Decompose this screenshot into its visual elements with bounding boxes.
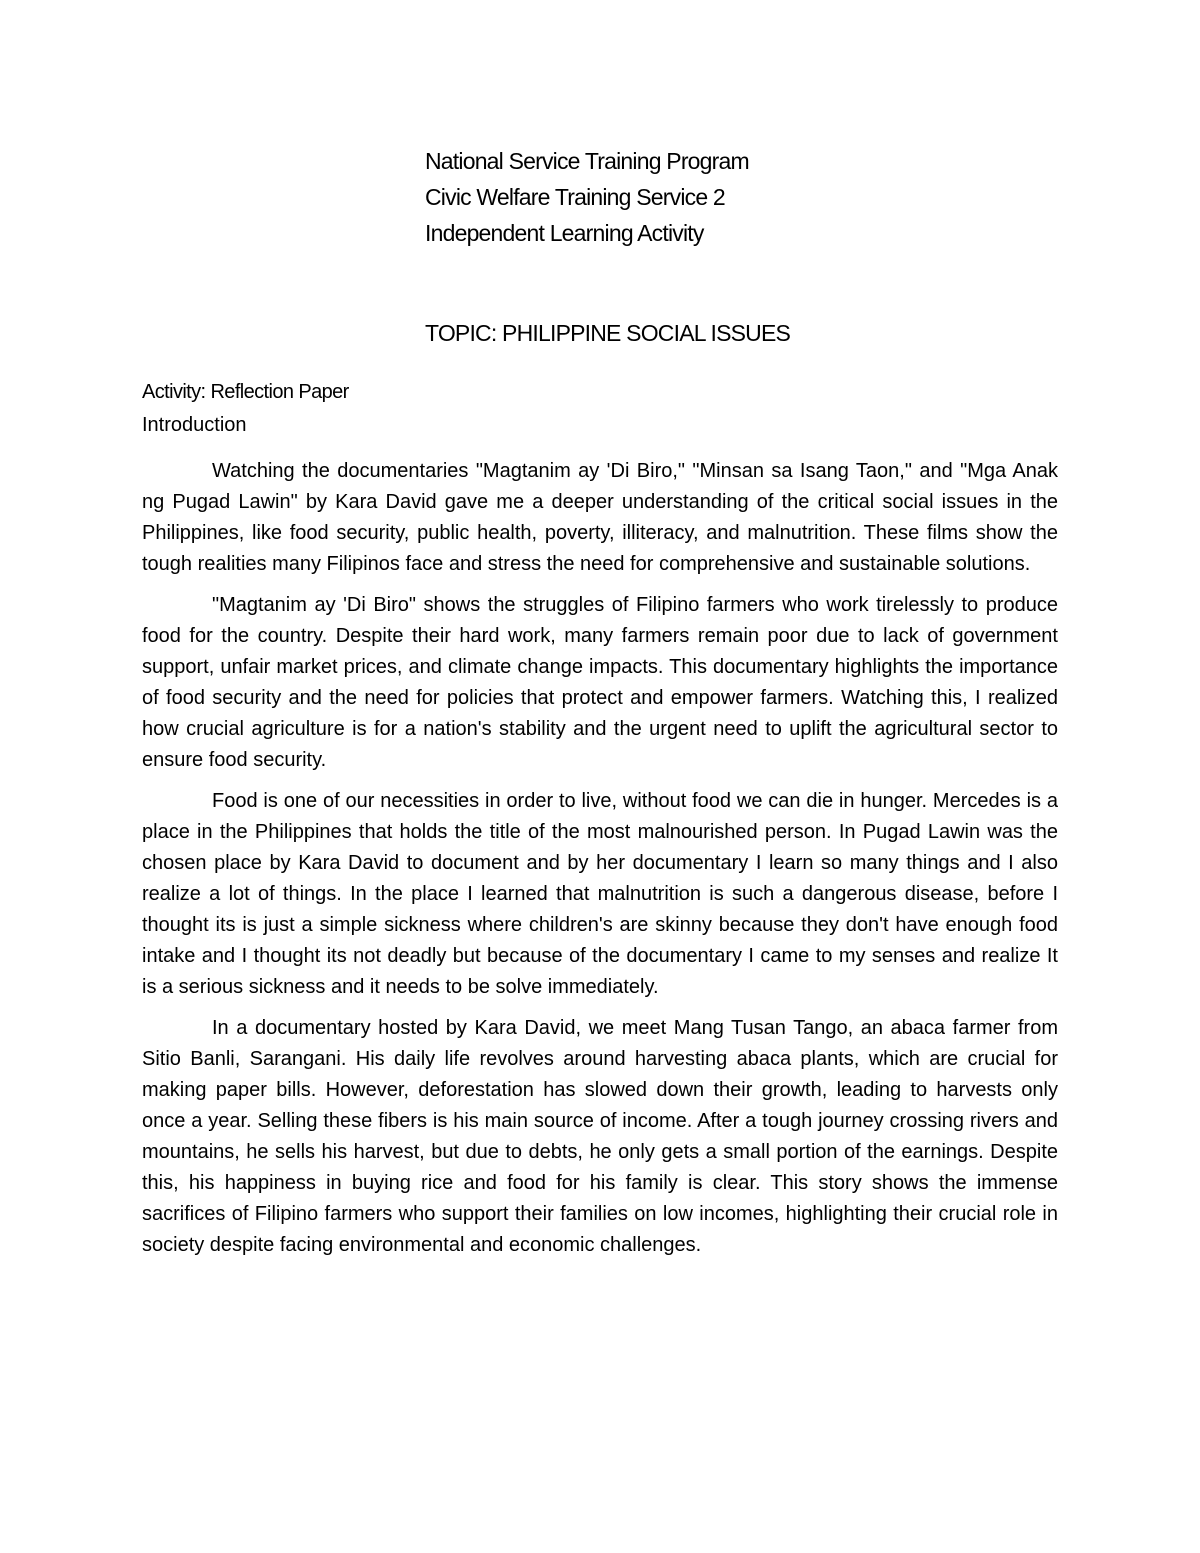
body-paragraph: "Magtanim ay 'Di Biro" shows the struggles of Filipino farmers who work tirelessly to produce food for the country. Despite their hard work, many farmers remain poor due to lack of government support, unfair market prices, and climate change impacts. This documentary highlights the importance of food security and the need for policies that protect and empower farmers. Watching this, I realized how crucial agriculture is for a nation's stability and the urgent need to uplift the agricultural sector to ensure food security. xyxy=(142,594,1058,771)
topic-heading: TOPIC: PHILIPPINE SOCIAL ISSUES xyxy=(425,320,791,346)
body-paragraph: In a documentary hosted by Kara David, we meet Mang Tusan Tango, an abaca farmer from Sitio Banli, Sarangani. His daily life revolves around harvesting abaca plants, which are crucial for making paper bills. However, deforestation has slowed down their growth, leading to harvests only once a year. Selling these fibers is his main source of income. After a tough journey crossing rivers and mountains, he sells his harvest, but due to debts, he only gets a small portion of the earnings. Despite this, his happiness in buying rice and food for his family is clear. This story shows the immense sacrifices of Filipino farmers who support their families on low incomes, highlighting their crucial role in society despite facing environmental and economic challenges. xyxy=(142,1017,1058,1256)
activity-type-title: Independent Learning Activity xyxy=(425,220,704,246)
body-paragraph: Food is one of our necessities in order to live, without food we can die in hunger. Mercedes is a place in the Philippines that holds the title of the most malnourished person. In Pugad Lawin was the chosen place by Kara David to document and by her documentary I learn so many things and I also realize a lot of things. In the place I learned that malnutrition is such a dangerous disease, before I thought its is just a simple sickness where children's are skinny because they don't have enough food intake and I thought its not deadly but because of the documentary I came to my senses and realize It is a serious sickness and it needs to be solve immediately. xyxy=(142,790,1058,998)
section-label-introduction: Introduction xyxy=(142,414,247,436)
program-title: National Service Training Program xyxy=(425,148,749,174)
document-header xyxy=(425,143,1025,251)
document-body xyxy=(142,456,1058,1271)
body-paragraph: Watching the documentaries "Magtanim ay 'Di Biro," "Minsan sa Isang Taon," and "Mga Anak ng Pugad Lawin" by Kara David gave me a deeper understanding of the critical social issues in the Philippines, like food security, public health, poverty, illiteracy, and malnutrition. These films show the tough realities many Filipinos face and stress the need for comprehensive and sustainable solutions. xyxy=(142,460,1058,575)
service-title: Civic Welfare Training Service 2 xyxy=(425,184,725,210)
activity-heading: Activity: Reflection Paper xyxy=(142,381,349,403)
